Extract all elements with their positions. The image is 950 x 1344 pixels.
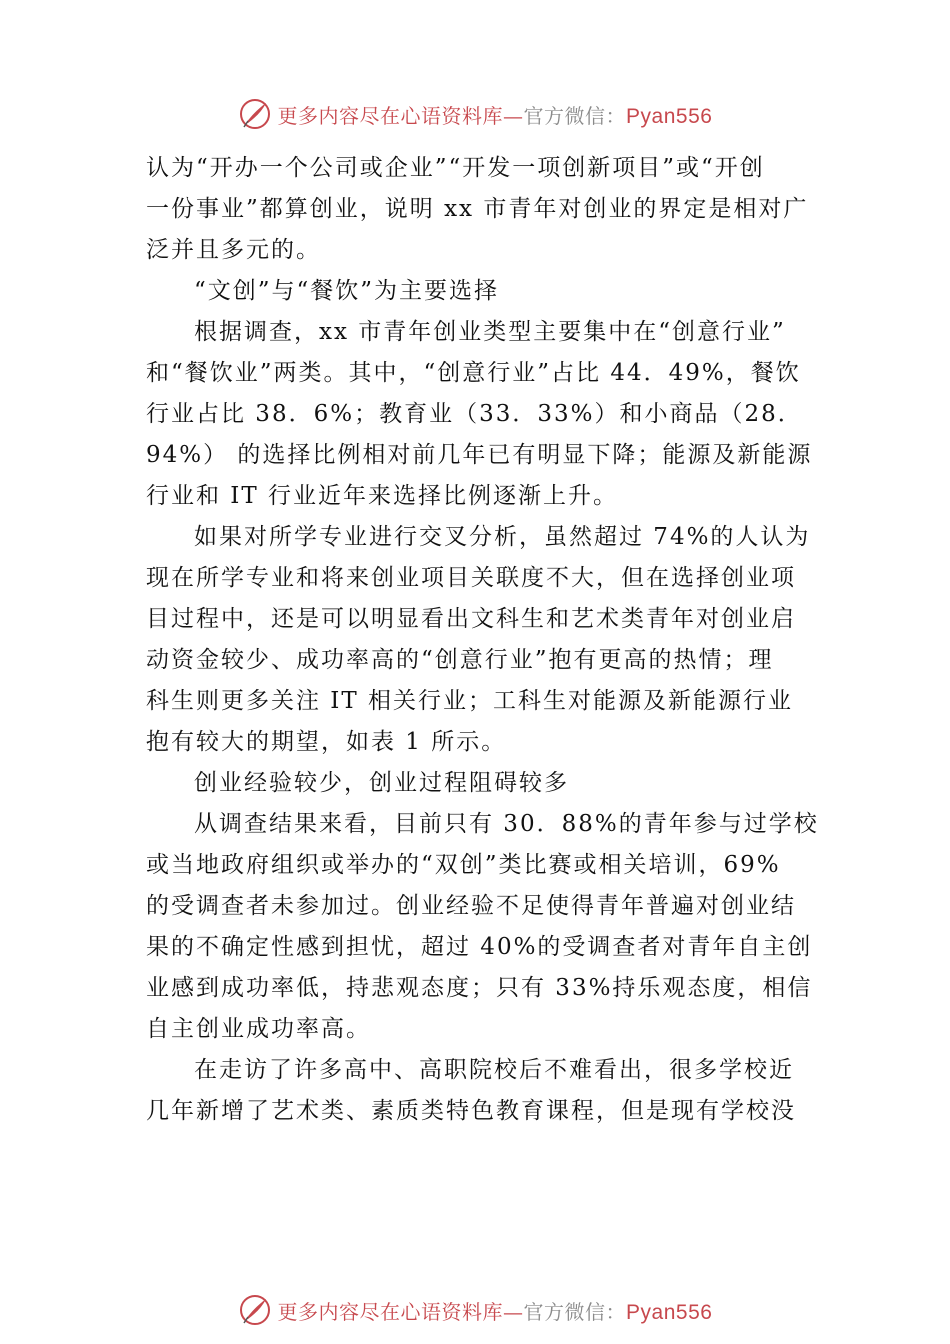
text-line: 目过程中，还是可以明显看出文科生和艺术类青年对创业启 [146, 606, 796, 632]
footer-watermark [0, 1290, 950, 1330]
text-line: 抱有较大的期望，如表 1 所示。 [146, 729, 507, 755]
watermark-dash: — [503, 1299, 524, 1324]
text-line: 科生则更多关注 IT 相关行业；工科生对能源及新能源行业 [146, 688, 794, 714]
watermark-sub-text: 官方微信： [523, 1299, 627, 1324]
text-line: 一份事业”都算创业，说明 xx 市青年对创业的界定是相对广 [146, 196, 809, 222]
text-line: 业感到成功率低，持悲观态度；只有 33%持乐观态度，相信 [146, 975, 813, 1001]
feather-pen-logo-icon [238, 1293, 272, 1327]
watermark-main-text: 更多内容尽在心语资料库 [277, 1299, 504, 1324]
text-line: 从调查结果来看，目前只有 30．88%的青年参与过学校 [194, 811, 819, 837]
watermark-sub-text: 官方微信： [523, 103, 627, 128]
document-body [146, 148, 819, 1132]
text-line: 动资金较少、成功率高的“创意行业”抱有更高的热情；理 [146, 647, 774, 673]
header-watermark [0, 94, 950, 134]
text-line: 几年新增了艺术类、素质类特色教育课程，但是现有学校没 [146, 1098, 796, 1124]
watermark-main-text: 更多内容尽在心语资料库 [277, 103, 504, 128]
section-heading: 创业经验较少，创业过程阻碍较多 [194, 770, 569, 796]
feather-pen-logo-icon [238, 97, 272, 131]
text-line: 在走访了许多高中、高职院校后不难看出，很多学校近 [194, 1057, 794, 1083]
text-line: 认为“开办一个公司或企业”“开发一项创新项目”或“开创 [146, 155, 765, 181]
watermark-wechat-id: Pyan556 [626, 1300, 713, 1324]
text-line: 和“餐饮业”两类。其中，“创意行业”占比 44．49%，餐饮 [146, 360, 801, 386]
text-line: 果的不确定性感到担忧，超过 40%的受调查者对青年自主创 [146, 934, 813, 960]
text-line: 现在所学专业和将来创业项目关联度不大，但在选择创业项 [146, 565, 796, 591]
text-line: 如果对所学专业进行交叉分析，虽然超过 74%的人认为 [194, 524, 811, 550]
text-line: 行业占比 38．6%；教育业（33．33%）和小商品（28． [146, 401, 803, 427]
text-line: 的受调查者未参加过。创业经验不足使得青年普遍对创业结 [146, 893, 796, 919]
text-line: 自主创业成功率高。 [146, 1016, 371, 1042]
watermark-dash: — [503, 103, 524, 128]
text-line: 根据调查，xx 市青年创业类型主要集中在“创意行业” [194, 319, 786, 345]
text-line: 行业和 IT 行业近年来选择比例逐渐上升。 [146, 483, 619, 509]
section-heading: “文创”与“餐饮”为主要选择 [194, 278, 500, 304]
text-line: 94%） 的选择比例相对前几年已有明显下降；能源及新能源 [146, 442, 813, 468]
text-line: 或当地政府组织或举办的“双创”类比赛或相关培训，69% [146, 852, 781, 878]
watermark-wechat-id: Pyan556 [626, 104, 713, 128]
text-line: 泛并且多元的。 [146, 237, 321, 263]
